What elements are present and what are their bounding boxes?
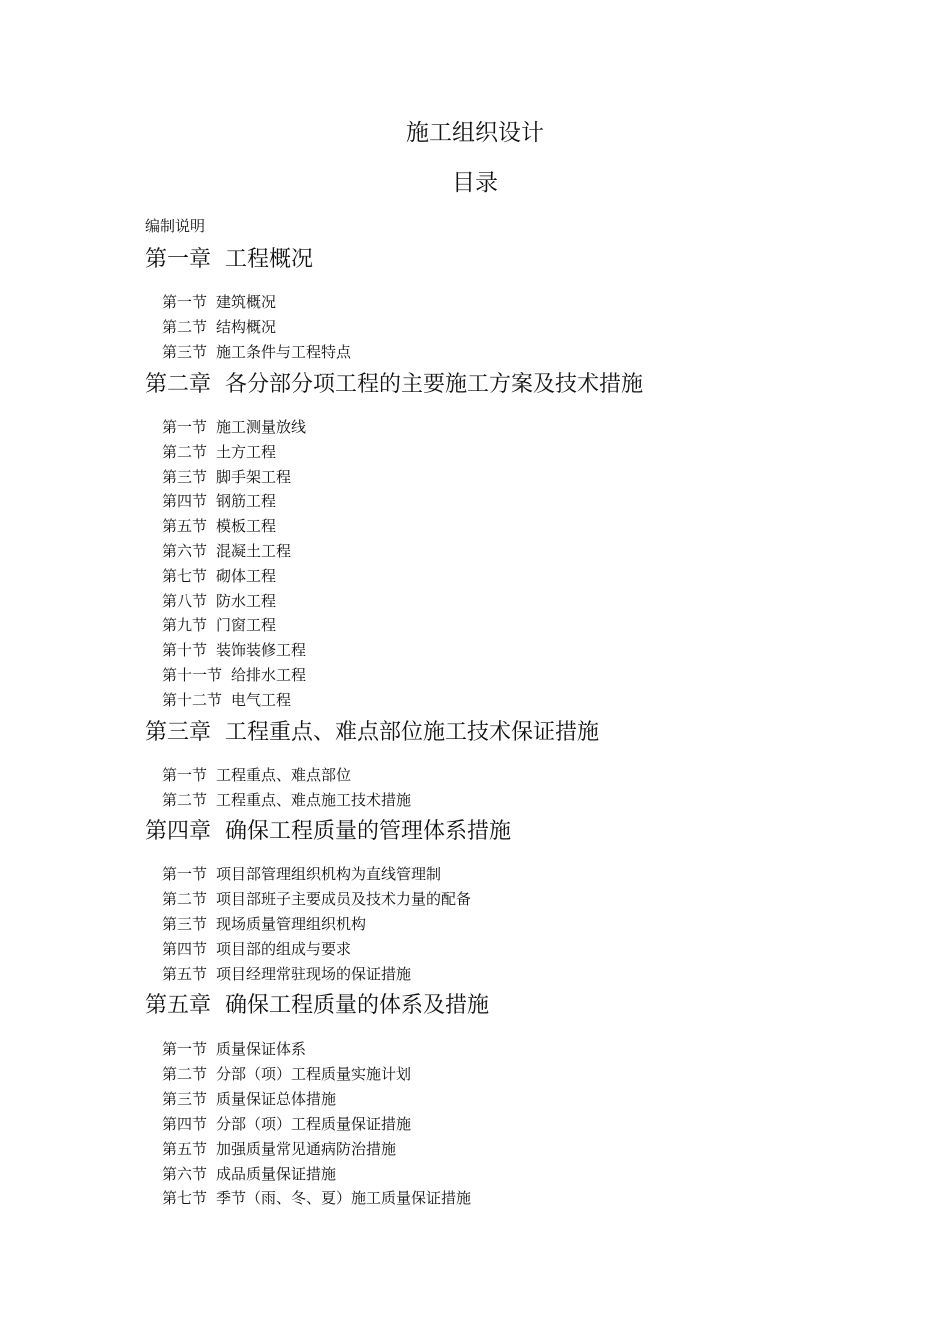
toc-section: [162, 1188, 471, 1208]
section-title: 钢筋工程: [216, 492, 277, 511]
toc-section: [162, 1114, 411, 1134]
toc-section: [162, 317, 276, 337]
section-number: 第五节: [162, 1139, 208, 1158]
section-title: 砌体工程: [216, 566, 277, 585]
section-number: 第一节: [162, 1040, 208, 1058]
section-number: 第二节: [162, 318, 208, 336]
section-number: 第一节: [162, 865, 208, 883]
toc-section: [162, 889, 471, 909]
section-number: 第四节: [162, 940, 208, 958]
section-number: 第一节: [162, 293, 208, 311]
section-number: 第三节: [162, 343, 208, 361]
document-title: 施工组织设计: [406, 120, 544, 146]
chapter-title: 确保工程质量的体系及措施: [225, 993, 490, 1018]
toc-section: [162, 615, 276, 635]
section-number: 第七节: [162, 1189, 208, 1208]
chapter-title: 工程重点、难点部位施工技术保证措施: [225, 720, 600, 745]
section-number: 第十一节: [162, 666, 223, 684]
toc-section: [162, 516, 276, 536]
section-title: 施工测量放线: [216, 418, 307, 436]
toc-section: [162, 566, 276, 586]
section-number: 第五节: [162, 965, 208, 983]
toc-section: [162, 1164, 336, 1184]
toc-section: [162, 939, 351, 959]
toc-chapter: [145, 370, 643, 400]
toc-section: [162, 864, 441, 884]
chapter-number: 第二章: [145, 372, 212, 397]
section-number: 第三节: [162, 467, 208, 486]
section-number: 第四节: [162, 1114, 208, 1133]
section-number: 第三节: [162, 1089, 208, 1108]
toc-section: [162, 690, 291, 710]
toc-section: [162, 541, 291, 561]
section-title: 项目经理常驻现场的保证措施: [216, 965, 412, 983]
chapter-number: 第三章: [145, 720, 212, 745]
section-title: 装饰装修工程: [216, 641, 307, 660]
chapter-number: 第五章: [145, 993, 212, 1018]
toc-section: [162, 665, 306, 685]
section-title: 施工条件与工程特点: [216, 343, 352, 361]
chapter-title: 各分部分项工程的主要施工方案及技术措施: [225, 372, 644, 397]
section-title: 给排水工程: [231, 666, 307, 684]
toc-section: [162, 1139, 396, 1159]
section-title: 土方工程: [216, 442, 277, 461]
section-title: 项目部管理组织机构为直线管理制: [216, 865, 442, 883]
toc-section: [162, 1064, 411, 1084]
toc-section: [162, 491, 276, 511]
toc-section: [162, 1089, 336, 1109]
section-title: 电气工程: [231, 690, 292, 709]
section-title: 质量保证总体措施: [216, 1089, 337, 1108]
section-title: 成品质量保证措施: [216, 1164, 337, 1183]
section-title: 结构概况: [216, 318, 277, 336]
chapter-number: 第四章: [145, 819, 212, 844]
section-number: 第十二节: [162, 690, 223, 709]
section-number: 第四节: [162, 492, 208, 511]
toc-chapter: [145, 991, 489, 1021]
section-title: 混凝土工程: [216, 542, 292, 560]
section-number: 第二节: [162, 791, 208, 809]
toc-chapter: [145, 817, 511, 847]
toc-section: [162, 914, 366, 934]
section-title: 脚手架工程: [216, 467, 292, 486]
toc-section: [162, 591, 276, 611]
section-number: 第七节: [162, 566, 208, 585]
section-title: 工程重点、难点部位: [216, 766, 352, 784]
section-title: 工程重点、难点施工技术措施: [216, 791, 412, 809]
toc-chapter: [145, 245, 313, 275]
section-number: 第六节: [162, 1164, 208, 1183]
section-title: 加强质量常见通病防治措施: [216, 1139, 397, 1158]
section-number: 第三节: [162, 915, 208, 933]
toc-section: [162, 765, 351, 785]
chapter-title: 工程概况: [225, 247, 314, 272]
toc-entry-prelude: 编制说明: [145, 217, 206, 235]
section-number: 第二节: [162, 442, 208, 461]
toc-section: [162, 417, 306, 437]
section-number: 第一节: [162, 766, 208, 784]
toc-section: [162, 1039, 306, 1059]
section-number: 第二节: [162, 890, 208, 908]
chapter-number: 第一章: [145, 247, 212, 272]
section-title: 防水工程: [216, 591, 277, 610]
section-title: 季节（雨、冬、夏）施工质量保证措施: [216, 1189, 472, 1208]
toc-title: 目录: [452, 170, 498, 196]
toc-section: [162, 292, 276, 312]
section-title: 项目部的组成与要求: [216, 940, 352, 958]
section-title: 分部（项）工程质量保证措施: [216, 1114, 412, 1133]
chapter-title: 确保工程质量的管理体系措施: [225, 819, 512, 844]
section-number: 第六节: [162, 542, 208, 560]
section-title: 建筑概况: [216, 293, 277, 311]
toc-section: [162, 640, 306, 660]
section-number: 第二节: [162, 1064, 208, 1083]
section-title: 现场质量管理组织机构: [216, 915, 367, 933]
section-number: 第十节: [162, 641, 208, 660]
section-title: 质量保证体系: [216, 1040, 307, 1058]
toc-section: [162, 964, 411, 984]
section-number: 第一节: [162, 418, 208, 436]
section-title: 分部（项）工程质量实施计划: [216, 1064, 412, 1083]
section-number: 第九节: [162, 616, 208, 635]
toc-section: [162, 342, 351, 362]
section-title: 模板工程: [216, 517, 277, 536]
section-number: 第五节: [162, 517, 208, 536]
toc-chapter: [145, 718, 599, 748]
section-number: 第八节: [162, 591, 208, 610]
section-title: 项目部班子主要成员及技术力量的配备: [216, 890, 472, 908]
toc-section: [162, 442, 276, 462]
toc-section: [162, 790, 411, 810]
section-title: 门窗工程: [216, 616, 277, 635]
toc-section: [162, 467, 291, 487]
